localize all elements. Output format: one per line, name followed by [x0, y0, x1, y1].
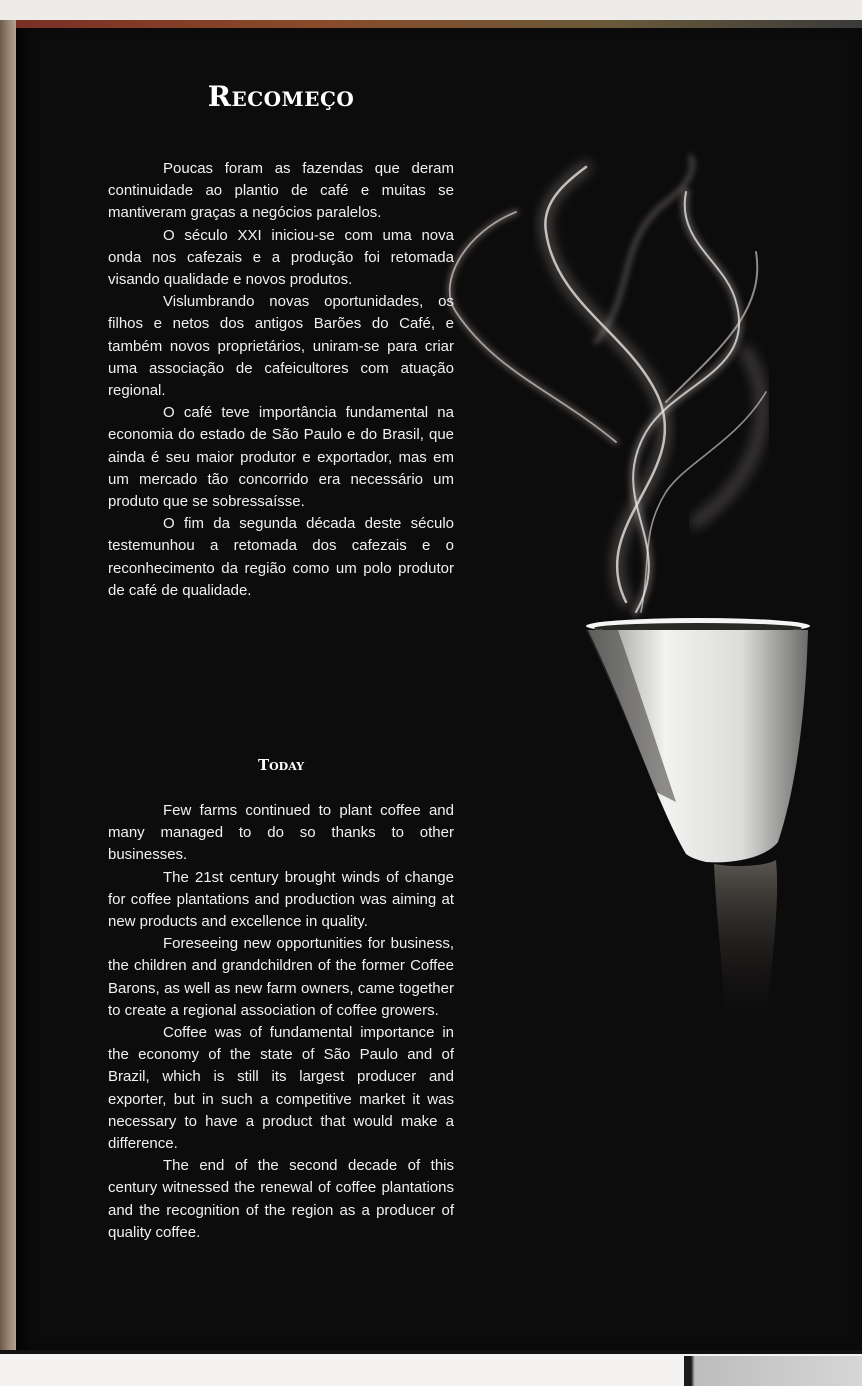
english-paragraph: Few farms continued to plant coffee and many managed to do so thanks to other businesses.: [108, 802, 454, 864]
english-paragraph: The 21st century brought winds of change for coffee plantations and production was aiming at new products and excellence in quality.: [108, 868, 454, 931]
english-paragraph: The end of the second decade of this century witnessed the renewal of coffee plantations and the recognition of the region as a producer of quality coffee.: [108, 1157, 454, 1241]
cup-reflection: [714, 860, 777, 1022]
english-text: [108, 800, 454, 1244]
portuguese-heading: Recomeço: [207, 80, 355, 113]
english-heading: Today: [257, 756, 305, 774]
book-page: [16, 22, 862, 1354]
portuguese-paragraph: O século XXI iniciou-se com uma nova onda nos cafezais e a produção foi retomada visando qualidade e novos produtos.: [108, 226, 454, 289]
steam-wisps: [450, 157, 766, 612]
portuguese-paragraph: Poucas foram as fazendas que deram continuidade ao plantio de café e muitas se mantiveram graças a negócios paralelos.: [108, 160, 454, 222]
coffee-cup-steam-illustration: [436, 142, 862, 1042]
portuguese-text: [108, 158, 454, 602]
next-page-corner: [684, 1356, 862, 1386]
english-paragraph: Coffee was of fundamental importance in the economy of the state of São Paulo and of Brazil, which is still its largest producer and exporter, but in such a competitive market it was necessary to have a product that would make a difference.: [108, 1024, 454, 1153]
portuguese-paragraph: Vislumbrando novas oportunidades, os filhos e netos dos antigos Barões do Café, e também novos proprietários, uniram-se para criar uma associação de cafeicultores com atuação regional.: [108, 293, 454, 400]
page-top-edge: [16, 20, 862, 28]
english-paragraph: Foreseeing new opportunities for business, the children and grandchildren of the former Coffee Barons, as well as new farm owners, came together to create a regional association of coffee growers.: [108, 935, 454, 1019]
portuguese-paragraph: O café teve importância fundamental na economia do estado de São Paulo e do Brasil, que ainda é seu maior produtor e exportador, mas em um mercado tão concorrido era necessário um produto que se sobressaísse.: [108, 404, 454, 511]
portuguese-paragraph: O fim da segunda década deste século testemunhou a retomada dos cafezais e o reconhecimento da região como um polo produtor de café de qualidade.: [108, 515, 454, 599]
